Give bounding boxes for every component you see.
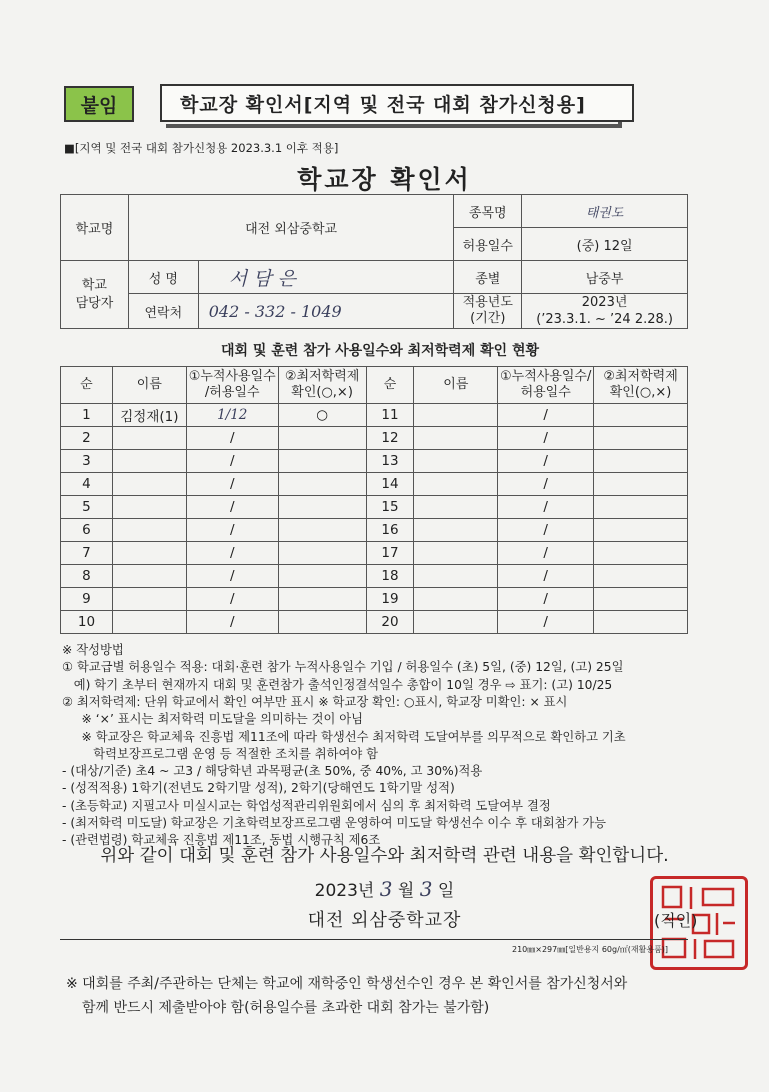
row-number: 6 [61,519,113,542]
row-number: 12 [366,427,414,450]
row-number: 9 [61,588,113,611]
row-number: 15 [366,496,414,519]
sport-label: 종목명 [454,195,522,228]
usage-days: / [498,473,594,496]
instruction-line: - (성적적용) 1학기(전년도 2학기말 성적), 2학기(당해연도 1학기말 성적) [62,781,455,796]
col-no: 순 [61,367,113,404]
instruction-line: 예) 학기 초부터 현재까지 대회 및 훈련참가 출석인정결석일수 총합이 10일 경우 ⇨ 표기: (고) 10/25 [62,677,613,692]
usage-days: / [498,588,594,611]
row-number: 18 [366,565,414,588]
row-number: 13 [366,450,414,473]
instruction-line: ※ 학교장은 학교체육 진흥법 제11조에 따라 학생선수 최저학력 도달여부를 의무적으로 확인하고 기초 [62,729,626,744]
application-note: ■[지역 및 전국 대회 참가신청용 2023.3.1 이후 적용] [64,141,339,155]
row-number: 5 [61,496,113,519]
row-number: 3 [61,450,113,473]
instruction-line: 학력보장프로그램 운영 등 적절한 조치를 취하여야 함 [62,746,379,761]
year-value: 2023년 [581,295,628,310]
grade-check [594,588,688,611]
usage-days: / [186,450,278,473]
name-label: 성 명 [128,261,198,294]
col-days-right: ①누적사용일수/ 허용일수 [498,367,594,404]
student-name [112,542,186,565]
table-row [61,496,688,519]
school-value: 대전 외삼중학교 [128,195,453,261]
attachment-badge: 붙임 [64,86,134,122]
student-name [112,473,186,496]
bottom-note [66,972,627,1020]
table-row [61,473,688,496]
student-name [414,496,498,519]
table-row [61,404,688,427]
row-number: 10 [61,611,113,634]
grade-check [594,542,688,565]
grade-check [278,496,366,519]
student-name [112,565,186,588]
row-number: 14 [366,473,414,496]
col-name: 이름 [112,367,186,404]
student-name [414,404,498,427]
allowed-days-label: 허용일수 [454,228,522,261]
row-number: 11 [366,404,414,427]
instruction-line: ※ 작성방법 [62,643,124,657]
school-label: 학교명 [61,195,129,261]
date-year: 2023년 [314,881,375,901]
year-label: 적용년도 (기간) [454,294,522,329]
col-name-right: 이름 [414,367,498,404]
row-number: 2 [61,427,113,450]
date-month-unit: 월 [397,881,415,901]
grade-check [594,519,688,542]
contact-label: 연락처 [128,294,198,329]
table-row [61,450,688,473]
student-name [414,542,498,565]
grade-check [594,611,688,634]
bottom-note-line-1: ※ 대회를 주최/주관하는 단체는 학교에 재학중인 학생선수인 경우 본 확인서를 참가신청서와 [66,976,628,992]
usage-table [60,366,688,634]
grade-check [278,565,366,588]
usage-days: / [498,427,594,450]
usage-days: / [186,588,278,611]
student-name [414,611,498,634]
grade-check [278,588,366,611]
usage-days: / [186,427,278,450]
grade-check [278,450,366,473]
category-value: 남중부 [522,261,688,294]
usage-days: / [498,542,594,565]
date-month: 3 [379,877,393,901]
col-days: ①누적사용일수 /허용일수 [186,367,278,404]
divider [60,939,688,940]
row-number: 1 [61,404,113,427]
section-title: 대회 및 훈련 참가 사용일수와 최저학력제 확인 현황 [220,343,540,359]
student-name [112,427,186,450]
student-name [414,427,498,450]
grade-check [594,404,688,427]
student-name [112,588,186,611]
grade-check [594,496,688,519]
category-label: 종별 [454,261,522,294]
usage-days: / [498,611,594,634]
usage-days: / [186,542,278,565]
confirm-statement: 위와 같이 대회 및 훈련 참가 사용일수와 최저학력 관련 내용을 확인합니다. [100,846,669,866]
usage-days: / [498,404,594,427]
student-name [112,611,186,634]
instruction-line: - (최저학력 미도달) 학교장은 기초학력보장프로그램 운영하여 미도달 학생선수 이수 후 대회참가 가능 [62,816,607,830]
date-day-unit: 일 [437,881,455,901]
instruction-line: ① 학교급별 허용일수 적용: 대회·훈련 참가 누적사용일수 기입 / 허용일수 (초) 5일, (중) 12일, (고) 25일 [62,660,624,675]
allowed-days-value: (중) 12일 [522,228,688,261]
info-table [60,194,688,329]
name-value: 서 담 은 [198,261,454,294]
student-name [112,496,186,519]
usage-days: / [498,519,594,542]
student-name [414,588,498,611]
table-row [61,588,688,611]
student-name [112,519,186,542]
table-row [61,427,688,450]
col-grade: ②최저학력제 확인(○,×) [278,367,366,404]
student-name: 김정재(1) [112,404,186,427]
grade-check [594,450,688,473]
page-title: 학교장 확인서 [297,165,472,194]
paper-spec: 210㎜×297㎜[일반용지 60g/㎡(재활용품)] [512,945,669,954]
usage-days: 1/12 [186,404,278,427]
instruction-line: - (관련법령) 학교체육 진흥법 제11조, 동법 시행규칙 제6조 [62,833,381,848]
grade-check [594,565,688,588]
student-name [414,450,498,473]
usage-days: / [186,519,278,542]
row-number: 16 [366,519,414,542]
student-name [414,565,498,588]
contact-value: 042 - 332 - 1049 [198,294,454,329]
sport-value: 태권도 [522,195,688,228]
row-number: 8 [61,565,113,588]
grade-check [278,542,366,565]
row-number: 7 [61,542,113,565]
col-grade-right: ②최저학력제 확인(○,×) [594,367,688,404]
date-day: 3 [419,877,433,901]
principal-signature: 대전 외삼중학교장 [307,910,462,931]
grade-check [594,473,688,496]
usage-days: / [498,450,594,473]
instruction-line: - (초등학교) 지필고사 미실시교는 학업성적관리위원회에서 심의 후 최저학력 도달여부 결정 [62,798,551,813]
teacher-label: 학교 담당자 [61,261,129,329]
year-period: (’23.3.1. ~ ’24 2.28.) [536,312,673,327]
grade-check [278,427,366,450]
grade-check [278,473,366,496]
usage-days: / [186,565,278,588]
table-row [61,611,688,634]
grade-check: ○ [278,404,366,427]
usage-days: / [186,473,278,496]
student-name [414,473,498,496]
table-row [61,519,688,542]
row-number: 20 [366,611,414,634]
grade-check [278,519,366,542]
row-number: 4 [61,473,113,496]
student-name [414,519,498,542]
bottom-note-line-2: 함께 반드시 제출받아야 함(허용일수를 초과한 대회 참가는 불가함) [82,1000,490,1016]
usage-days: / [498,496,594,519]
grade-check [278,611,366,634]
student-name [112,450,186,473]
year-cell [522,294,688,329]
instruction-line: ※ ‘×’ 표시는 최저학력 미도달을 의미하는 것이 아님 [62,712,364,727]
instruction-line: - (대상/기준) 초4 ~ 고3 / 해당학년 과목평균(초 50%, 중 40%, 고 30%)적용 [62,764,483,779]
instruction-line: ② 최저학력제: 단위 학교에서 확인 여부만 표시 ※ 학교장 확인: ○표시, 학교장 미확인: × 표시 [62,694,568,709]
usage-days: / [186,611,278,634]
row-number: 17 [366,542,414,565]
col-no-right: 순 [366,367,414,404]
grade-check [594,427,688,450]
table-row [61,542,688,565]
seal-label: (직인) [654,911,698,930]
usage-days: / [498,565,594,588]
table-row [61,565,688,588]
header-title: 학교장 확인서[지역 및 전국 대회 참가신청용] [160,84,634,122]
row-number: 19 [366,588,414,611]
usage-days: / [186,496,278,519]
